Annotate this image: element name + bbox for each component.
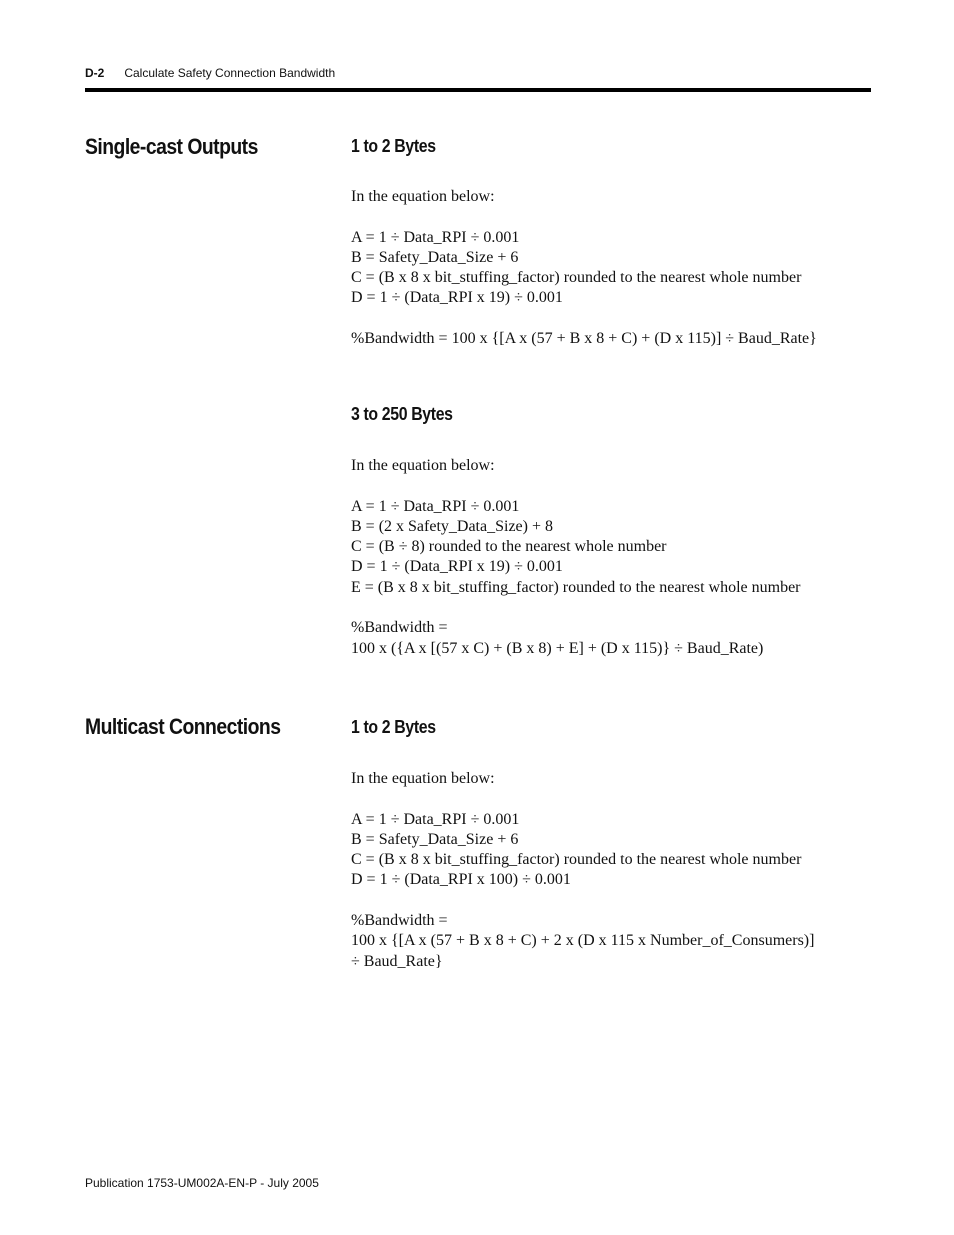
intro-text: In the equation below: <box>351 457 495 474</box>
header-rule <box>85 88 871 92</box>
subheading-single-cast-1-2-bytes: 1 to 2 Bytes <box>351 136 436 156</box>
equation-line: A = 1 ÷ Data_RPI ÷ 0.001 <box>351 228 520 246</box>
publication-footer: Publication 1753-UM002A-EN-P - July 2005 <box>85 1176 319 1190</box>
bandwidth-formula-label: %Bandwidth = <box>351 912 448 930</box>
equation-line: D = 1 ÷ (Data_RPI x 19) ÷ 0.001 <box>351 289 563 307</box>
intro-text: In the equation below: <box>351 188 495 205</box>
running-title: Calculate Safety Connection Bandwidth <box>124 66 336 80</box>
section-heading-multicast: Multicast Connections <box>85 714 281 739</box>
equation-line: D = 1 ÷ (Data_RPI x 19) ÷ 0.001 <box>351 558 563 576</box>
bandwidth-formula-continued: ÷ Baud_Rate} <box>351 952 443 970</box>
multicast-1-2-bytes-body <box>351 769 891 972</box>
equation-line: A = 1 ÷ Data_RPI ÷ 0.001 <box>351 497 520 515</box>
equation-line: B = Safety_Data_Size + 6 <box>351 248 519 266</box>
subheading-single-cast-3-250-bytes: 3 to 250 Bytes <box>351 404 453 424</box>
equation-line: B = Safety_Data_Size + 6 <box>351 830 519 848</box>
equation-line: C = (B x 8 x bit_stuffing_factor) rounded to the nearest whole number <box>351 269 802 287</box>
bandwidth-formula: 100 x ({A x [(57 x C) + (B x 8) + E] + (D x 115)} ÷ Baud_Rate) <box>351 639 764 657</box>
intro-text: In the equation below: <box>351 770 495 787</box>
equation-line: C = (B ÷ 8) rounded to the nearest whole number <box>351 538 667 556</box>
bandwidth-formula: 100 x {[A x (57 + B x 8 + C) + 2 x (D x 115 x Number_of_Consumers)] <box>351 932 815 950</box>
single-cast-1-2-bytes-body <box>351 187 891 349</box>
equation-line: C = (B x 8 x bit_stuffing_factor) rounded to the nearest whole number <box>351 851 802 869</box>
subheading-multicast-1-2-bytes: 1 to 2 Bytes <box>351 717 436 737</box>
single-cast-3-250-bytes-body <box>351 456 891 659</box>
bandwidth-formula: %Bandwidth = 100 x {[A x (57 + B x 8 + C) + (D x 115)] ÷ Baud_Rate} <box>351 330 817 348</box>
bandwidth-formula-label: %Bandwidth = <box>351 619 448 637</box>
equation-line: B = (2 x Safety_Data_Size) + 8 <box>351 517 553 535</box>
section-heading-single-cast: Single-cast Outputs <box>85 134 258 159</box>
equation-line: D = 1 ÷ (Data_RPI x 100) ÷ 0.001 <box>351 871 571 889</box>
equation-line: A = 1 ÷ Data_RPI ÷ 0.001 <box>351 810 520 828</box>
equation-line: E = (B x 8 x bit_stuffing_factor) rounded to the nearest whole number <box>351 578 801 596</box>
running-header <box>85 66 335 80</box>
page-number: D-2 <box>85 66 105 80</box>
